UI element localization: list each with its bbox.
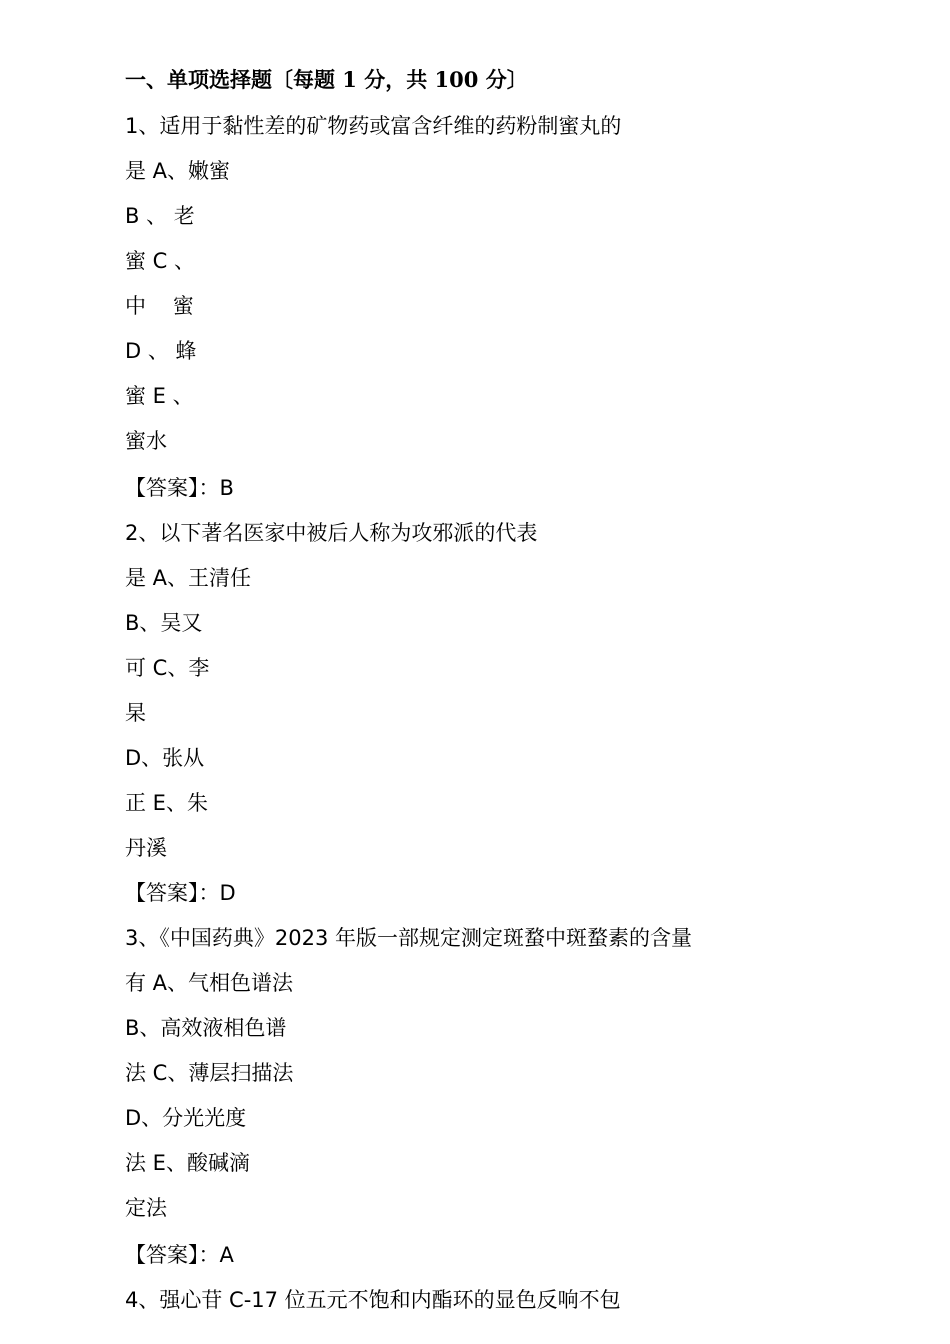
question-2-line-6: D、张从	[125, 746, 205, 770]
question-2-line-5: 杲	[125, 701, 146, 725]
question-3-line-4: 法 C、薄层扫描法	[125, 1061, 294, 1085]
question-3-line-6: 法 E、酸碱滴	[125, 1151, 250, 1175]
question-1-line-2: 是 A、嫩蜜	[125, 159, 231, 183]
section-title: 一、单项选择题〔每题 1 分，共 100 分〕	[125, 67, 528, 92]
question-1-answer: 【答案】：B	[125, 476, 234, 500]
question-2-line-2: 是 A、王清任	[125, 566, 252, 590]
question-1-line-4: 蜜 C 、	[125, 249, 196, 273]
question-1-line-7: 蜜 E 、	[125, 384, 194, 408]
question-1-line-5: 中 蜜	[125, 294, 194, 318]
question-2-line-4: 可 C、李	[125, 656, 210, 680]
question-2-answer: 【答案】：D	[125, 881, 236, 905]
question-1-line-8: 蜜水	[125, 429, 167, 453]
question-2-line-7: 正 E、朱	[125, 791, 208, 815]
question-3-line-3: B、高效液相色谱	[125, 1016, 287, 1040]
question-2-line-3: B、吴又	[125, 611, 203, 635]
question-2-line-8: 丹溪	[125, 836, 167, 860]
question-2-stem: 2、以下著名医家中被后人称为攻邪派的代表	[125, 521, 538, 545]
question-3-line-2: 有 A、气相色谱法	[125, 971, 294, 995]
question-4-stem: 4、强心苷 C-17 位五元不饱和内酯环的显色反响不包	[125, 1288, 621, 1312]
question-3-line-5: D、分光光度	[125, 1106, 247, 1130]
question-3-stem: 3、《中国药典》2023 年版一部规定测定斑蝥中斑蝥素的含量	[125, 926, 692, 950]
question-1-line-6: D 、 蜂	[125, 339, 197, 363]
question-3-line-7: 定法	[125, 1196, 167, 1220]
question-1-line-3: B 、 老	[125, 204, 195, 228]
question-1-stem: 1、适用于黏性差的矿物药或富含纤维的药粉制蜜丸的	[125, 114, 622, 138]
question-3-answer: 【答案】：A	[125, 1243, 234, 1267]
